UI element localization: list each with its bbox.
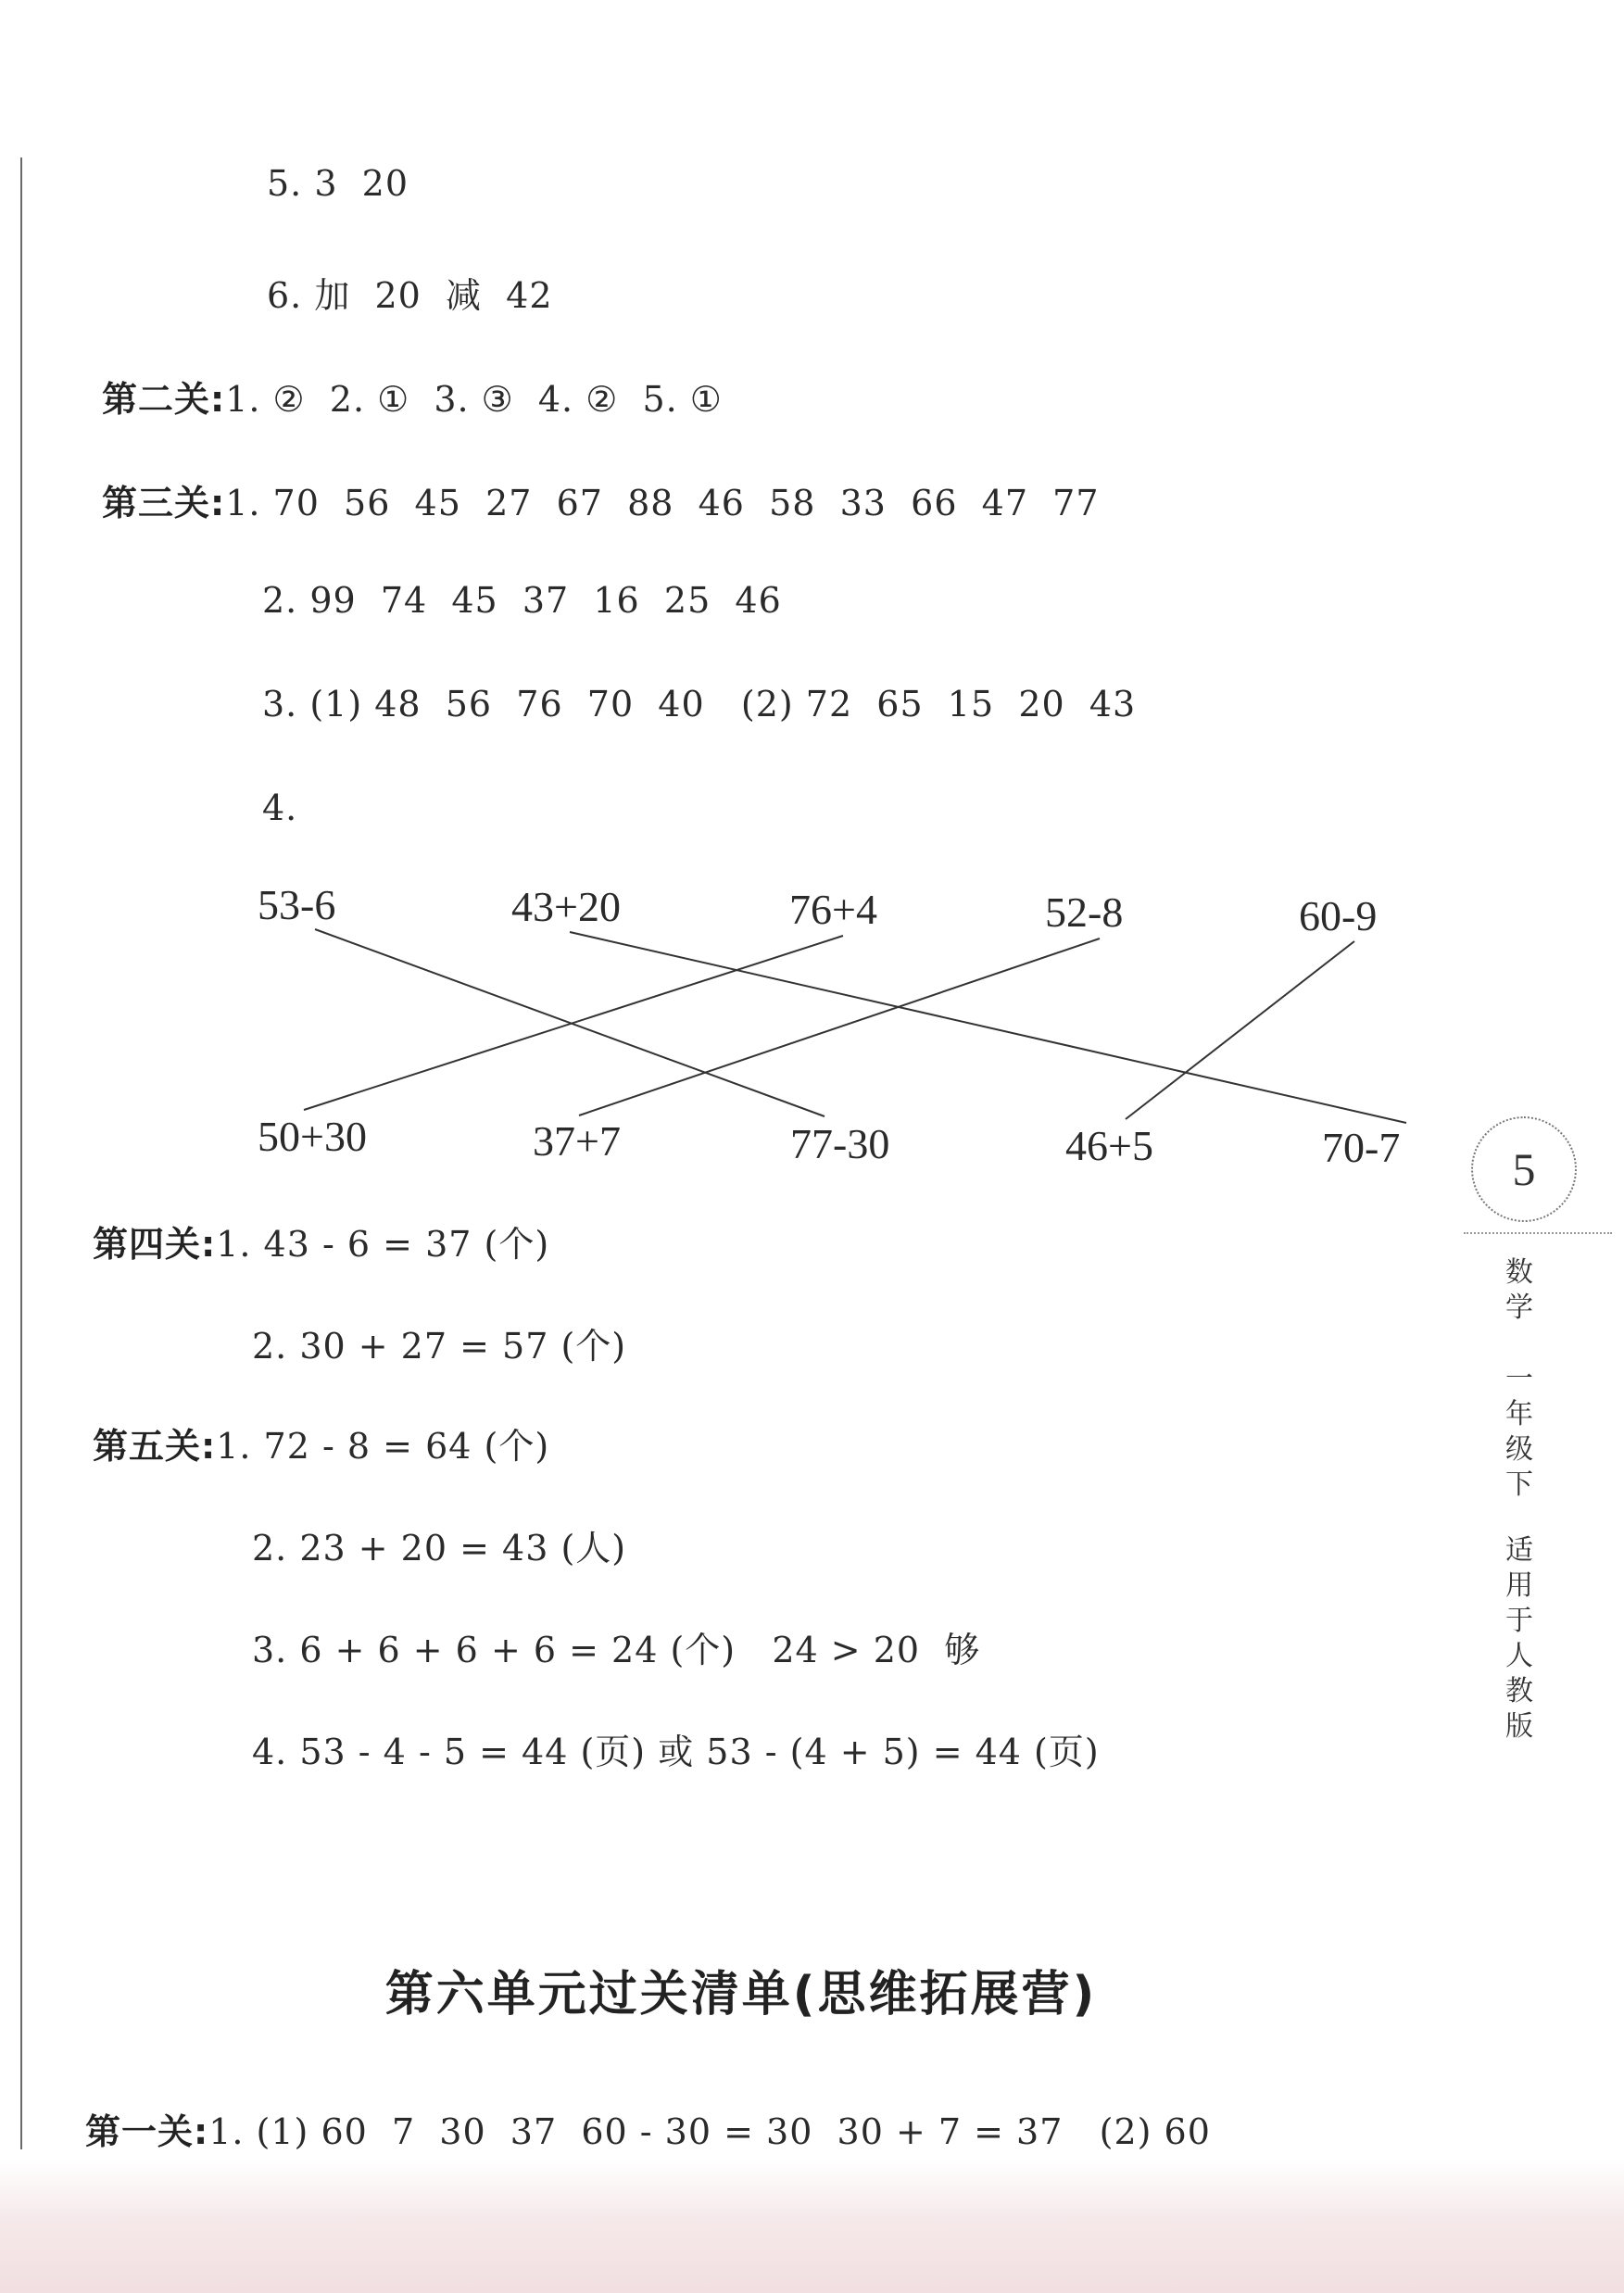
match-bottom-4: 46+5 [1065, 1122, 1153, 1169]
level-2-answers: 1. ② 2. ① 3. ③ 4. ② 5. ① [225, 379, 723, 420]
level-4-answer-2: 2. 30 + 27 = 57 (个) [252, 1326, 627, 1367]
level-5-row-1 [93, 1417, 549, 1468]
level-4-row-1 [93, 1216, 549, 1266]
match-line-3 [304, 936, 843, 1110]
level-1-row-1 [85, 2103, 1211, 2154]
match-top-3: 76+4 [789, 886, 877, 933]
level-3-answers-4: 4. [262, 787, 298, 828]
side-edition: 适用于人教版 [1505, 1534, 1533, 1743]
level-5-answer-2: 2. 23 + 20 = 43 (人) [252, 1528, 627, 1569]
match-line-4 [579, 939, 1100, 1115]
level-5-answer-4: 4. 53 - 4 - 5 = 44 (页) 或 53 - (4 + 5) = 44 (页) [252, 1732, 1100, 1772]
match-line-1 [315, 929, 825, 1116]
page-number-badge [1471, 1116, 1577, 1222]
level-3-answers-3: 3. (1) 48 56 76 70 40 (2) 72 65 15 20 43 [262, 684, 1137, 724]
level-2-tag: 第二关: [102, 379, 226, 420]
side-grade: 一年级下 [1505, 1363, 1533, 1501]
level-1-answer-1: 1. (1) 60 7 30 37 60 - 30 = 30 30 + 7 = 37 (2) 60 [208, 2111, 1211, 2152]
level-3-tag: 第三关: [102, 483, 226, 523]
match-top-4: 52-8 [1045, 888, 1124, 936]
level-5-answer-1: 1. 72 - 8 = 64 (个) [216, 1426, 550, 1467]
match-bottom-5: 70-7 [1322, 1124, 1401, 1171]
level-3-answers-1: 1. 70 56 45 27 67 88 46 58 33 66 47 77 [225, 483, 1100, 523]
match-line-2 [570, 932, 1406, 1123]
section-title: 第六单元过关清单(思维拓展营) [384, 1967, 1098, 2022]
answer-line-5: 5. 3 20 [267, 163, 409, 204]
answer-line-6: 6. 加 20 减 42 [267, 275, 553, 316]
match-line-5 [1126, 941, 1354, 1119]
match-top-2: 43+20 [511, 883, 621, 930]
page-number: 5 [1512, 1143, 1536, 1195]
level-1-tag: 第一关: [85, 2111, 209, 2152]
match-top-5: 60-9 [1299, 892, 1378, 939]
level-4-tag: 第四关: [93, 1224, 217, 1265]
match-top-1: 53-6 [258, 881, 336, 928]
match-bottom-3: 77-30 [790, 1120, 890, 1167]
bottom-decorative-band [0, 2159, 1624, 2293]
side-subject: 数学 [1505, 1256, 1533, 1324]
match-bottom-1: 50+30 [258, 1113, 367, 1160]
level-3-answers-2: 2. 99 74 45 37 16 25 46 [262, 580, 782, 621]
level-5-tag: 第五关: [93, 1426, 217, 1467]
level-4-answer-1: 1. 43 - 6 = 37 (个) [216, 1224, 550, 1265]
level-5-answer-3: 3. 6 + 6 + 6 + 6 = 24 (个) 24 > 20 够 [252, 1630, 981, 1670]
side-separator [1464, 1232, 1612, 1234]
match-bottom-2: 37+7 [533, 1117, 621, 1165]
